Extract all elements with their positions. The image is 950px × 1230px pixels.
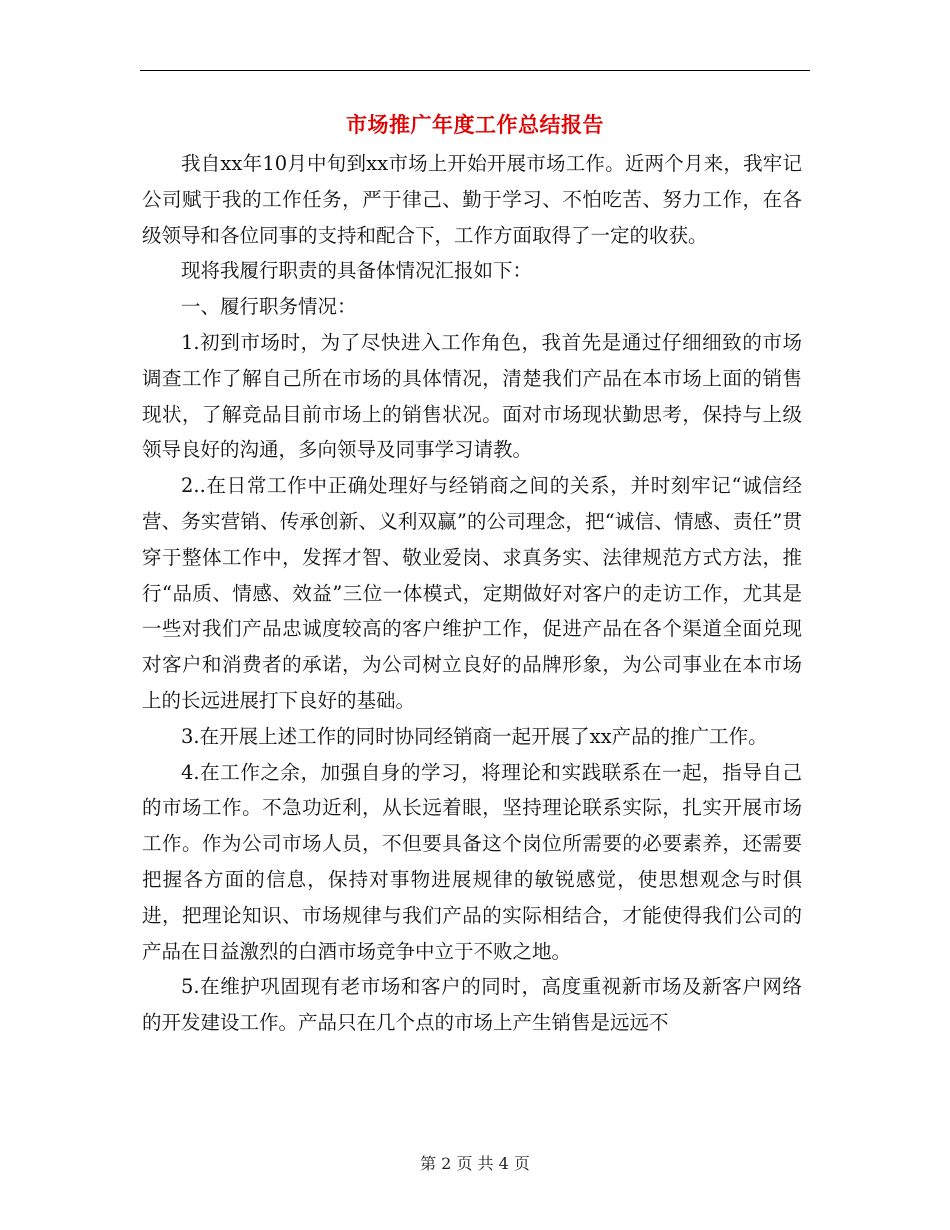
- paragraph-item-3: 3.在开展上述工作的同时协同经销商一起开展了xx产品的推广工作。: [181, 724, 768, 748]
- header-rule: [140, 70, 810, 71]
- page-number: 第 2 页 共 4 页: [420, 1154, 530, 1173]
- document-title: 市场推广年度工作总结报告: [346, 112, 604, 137]
- paragraph-item-1: 1.初到市场时，为了尽快进入工作角色，我首先是通过仔细细致的市场调查工作了解自己所在市场的具体情况，清楚我们产品在本市场上面的销售现状，了解竞品目前市场上的销售状况。面对市场现状勤思考，保持与上级领导良好的沟通，多向领导及同事学习请教。: [142, 330, 802, 462]
- document-body: [142, 146, 802, 1041]
- paragraph-report-lead: 现将我履行职责的具备体情况汇报如下：: [181, 259, 533, 283]
- paragraph-item-5: 5.在维护巩固现有老市场和客户的同时，高度重视新市场及新客户网络的开发建设工作。产品只在几个点的市场上产生销售是远远不: [142, 975, 802, 1035]
- paragraph-item-2: 2..在日常工作中正确处理好与经销商之间的关系，并时刻牢记“诚信经营、务实营销、传承创新、义利双赢”的公司理念，把“诚信、情感、责任”贯穿于整体工作中，发挥才智、敬业爱岗、求真务实、法律规范方式方法，推行“品质、情感、效益”三位一体模式，定期做好对客户的走访工作，尤其是一些对我们产品忠诚度较高的客户维护工作，促进产品在各个渠道全面兑现对客户和消费者的承诺，为公司树立良好的品牌形象，为公司事业在本市场上的长远进展打下良好的基础。: [142, 474, 802, 712]
- paragraph-item-4: 4.在工作之余，加强自身的学习，将理论和实践联系在一起，指导自己的市场工作。不急功近利，从长远着眼，坚持理论联系实际，扎实开展市场工作。作为公司市场人员，不但要具备这个岗位所需要的必要素养，还需要把握各方面的信息，保持对事物进展规律的敏锐感觉，使思想观念与时俱进，把理论知识、市场规律与我们产品的实际相结合，才能使得我们公司的产品在日益激烈的白酒市场竞争中立于不败之地。: [142, 760, 802, 963]
- paragraph-intro: 我自xx年10月中旬到xx市场上开始开展市场工作。近两个月来，我牢记公司赋于我的工作任务，严于律己、勤于学习、不怕吃苦、努力工作，在各级领导和各位同事的支持和配合下，工作方面取得了一定的收获。: [142, 152, 802, 247]
- section-heading-duties: 一、履行职务情况：: [181, 295, 357, 319]
